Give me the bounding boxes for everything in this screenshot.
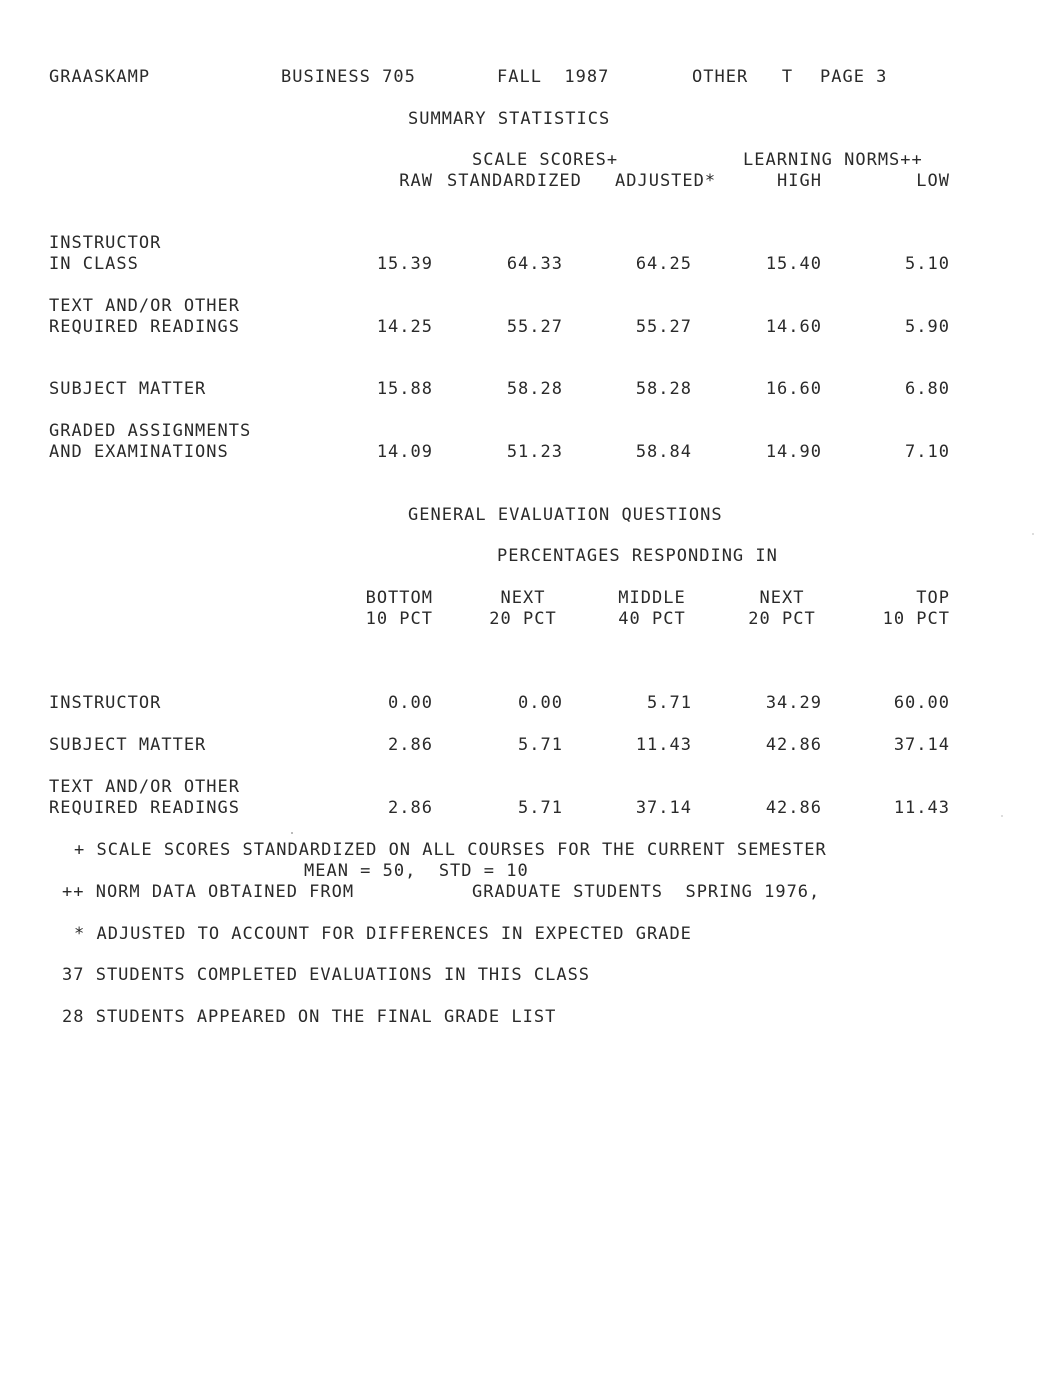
general-cell: 11.43 — [635, 735, 692, 755]
general-row-label: SUBJECT MATTER — [49, 735, 207, 755]
footnote-norm-source: GRADUATE STUDENTS SPRING 1976, — [472, 882, 821, 902]
general-cell: 37.14 — [893, 735, 950, 755]
general-row-label: INSTRUCTOR — [49, 693, 162, 713]
course-name: BUSINESS 705 — [281, 67, 416, 87]
summary-cell: 58.28 — [506, 379, 563, 399]
scan-speck — [1001, 815, 1003, 817]
scale-scores-header: SCALE SCORES+ — [472, 150, 619, 170]
summary-cell: 58.28 — [635, 379, 692, 399]
general-row-label: TEXT AND/OR OTHER — [49, 777, 240, 797]
summary-cell: 16.60 — [765, 379, 822, 399]
general-cell: 42.86 — [765, 798, 822, 818]
general-cell: 0.00 — [518, 693, 563, 713]
summary-cell: 14.90 — [765, 442, 822, 462]
students-completed: 37 STUDENTS COMPLETED EVALUATIONS IN THIS CLASS — [62, 965, 591, 985]
percentile-header: NEXT — [759, 588, 805, 608]
general-title: GENERAL EVALUATION QUESTIONS — [408, 505, 723, 525]
term: FALL 1987 — [497, 67, 610, 87]
summary-cell: 14.09 — [376, 442, 433, 462]
percentile-header: 40 PCT — [618, 609, 686, 629]
general-cell: 0.00 — [388, 693, 433, 713]
column-header-high: HIGH — [777, 171, 822, 191]
general-subtitle: PERCENTAGES RESPONDING IN — [497, 546, 778, 566]
summary-cell: 7.10 — [905, 442, 950, 462]
column-header-raw: RAW — [399, 171, 433, 191]
summary-cell: 14.60 — [765, 317, 822, 337]
summary-cell: 5.10 — [905, 254, 950, 274]
summary-row-label: INSTRUCTOR — [49, 233, 162, 253]
summary-row-label: SUBJECT MATTER — [49, 379, 207, 399]
summary-cell: 58.84 — [635, 442, 692, 462]
percentile-header: 10 PCT — [882, 609, 950, 629]
general-cell: 5.71 — [518, 798, 563, 818]
summary-row-label: AND EXAMINATIONS — [49, 442, 229, 462]
summary-row-label: REQUIRED READINGS — [49, 317, 240, 337]
summary-cell: 15.39 — [376, 254, 433, 274]
summary-cell: 5.90 — [905, 317, 950, 337]
footnote-adjusted: * ADJUSTED TO ACCOUNT FOR DIFFERENCES IN EXPECTED GRADE — [74, 924, 692, 944]
footnote-mean-std: MEAN = 50, STD = 10 — [304, 861, 529, 881]
summary-row-label: GRADED ASSIGNMENTS — [49, 421, 252, 441]
summary-cell: 64.25 — [635, 254, 692, 274]
percentile-header: BOTTOM — [365, 588, 433, 608]
learning-norms-header: LEARNING NORMS++ — [743, 150, 923, 170]
general-cell: 37.14 — [635, 798, 692, 818]
percentile-header: 20 PCT — [748, 609, 816, 629]
percentile-header: NEXT — [500, 588, 546, 608]
summary-cell: 14.25 — [376, 317, 433, 337]
column-header-standardized: STANDARDIZED — [447, 171, 582, 191]
instructor-name: GRAASKAMP — [49, 67, 151, 87]
summary-cell: 55.27 — [506, 317, 563, 337]
general-cell: 2.86 — [388, 735, 433, 755]
general-cell: 5.71 — [518, 735, 563, 755]
footnote-norm-prefix: ++ NORM DATA OBTAINED FROM — [62, 882, 355, 902]
summary-title: SUMMARY STATISTICS — [408, 109, 611, 129]
scan-speck — [291, 832, 293, 834]
scan-speck — [1032, 533, 1034, 535]
course-type: OTHER T — [692, 67, 794, 87]
summary-cell: 55.27 — [635, 317, 692, 337]
summary-row-label: TEXT AND/OR OTHER — [49, 296, 240, 316]
percentile-header: 10 PCT — [365, 609, 433, 629]
summary-cell: 6.80 — [905, 379, 950, 399]
general-cell: 42.86 — [765, 735, 822, 755]
general-row-label: REQUIRED READINGS — [49, 798, 240, 818]
general-cell: 2.86 — [388, 798, 433, 818]
percentile-header: 20 PCT — [489, 609, 557, 629]
percentile-header: MIDDLE — [618, 588, 686, 608]
summary-cell: 64.33 — [506, 254, 563, 274]
general-cell: 34.29 — [765, 693, 822, 713]
page-number: PAGE 3 — [820, 67, 888, 87]
percentile-header: TOP — [916, 588, 950, 608]
students-appeared: 28 STUDENTS APPEARED ON THE FINAL GRADE LIST — [62, 1007, 557, 1027]
column-header-adjusted: ADJUSTED* — [615, 171, 717, 191]
general-cell: 11.43 — [893, 798, 950, 818]
summary-cell: 51.23 — [506, 442, 563, 462]
footnote-scale: + SCALE SCORES STANDARDIZED ON ALL COURSES FOR THE CURRENT SEMESTER — [74, 840, 827, 860]
summary-cell: 15.88 — [376, 379, 433, 399]
summary-row-label: IN CLASS — [49, 254, 139, 274]
summary-cell: 15.40 — [765, 254, 822, 274]
column-header-low: LOW — [916, 171, 950, 191]
general-cell: 60.00 — [893, 693, 950, 713]
general-cell: 5.71 — [647, 693, 692, 713]
